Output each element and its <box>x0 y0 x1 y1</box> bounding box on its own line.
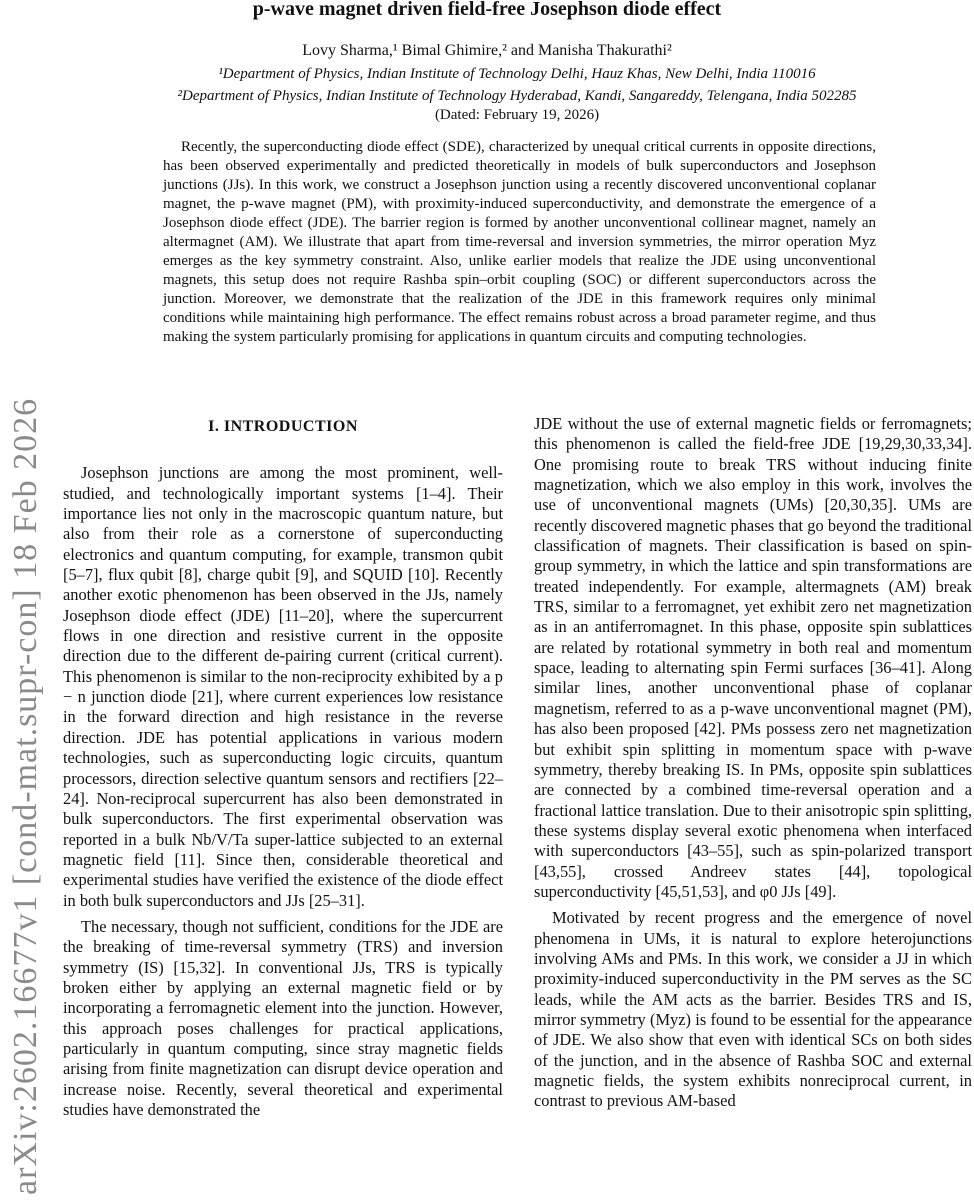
body-paragraph: The necessary, though not sufficient, conditions for the JDE are the breaking of time-reversal symmetry (TRS) and inversion symmetry (IS) [15,32]. In conventional JJs, TRS is typically broken either by applying an external magnetic field or by incorporating a ferromagnetic element into the junction. However, this approach poses challenges for practical applications, particularly in quantum computing, since stray magnetic fields arising from finite magnetization can disrupt device operation and increase noise. Recently, several theoretical and experimental studies have demonstrated the <box>63 916 503 1119</box>
dated-line: (Dated: February 19, 2026) <box>434 107 600 123</box>
body-paragraph: JDE without the use of external magnetic fields or ferromagnets; this phenomenon is called the field-free JDE [19,29,30,33,34]. One promising route to break TRS without inducing finite magnetization, which we also employ in this work, involves the use of unconventional magnets (UMs) [20,30,35]. UMs are recently discovered magnetic phases that go beyond the traditional classification of magnets. Their classification is based on spin-group symmetry, in which the lattice and spin transformations are treated independently. For example, altermagnets (AM) break TRS, similar to a ferromagnet, yet exhibit zero net magnetization as in an antiferromagnet. In this phase, opposite spin sublattices are related by rotational symmetry in both real and momentum space, leading to alternating spin Fermi surfaces [36–41]. Along similar lines, another unconventional phase of coplanar magnetism, referred to as a p-wave unconventional magnet (PM), has also been proposed [42]. PMs possess zero net magnetization but exhibit spin splitting in momentum space with p-wave symmetry, thereby breaking IS. In PMs, opposite spin sublattices are connected by a combined time-reversal operation and a fractional lattice translation. Due to their anisotropic spin splitting, these systems display several exotic phenomena when interfaced with superconductors [43–55], such as spin-polarized transport [43,55], crossed Andreev states [44], topological superconductivity [45,51,53], and φ0 JJs [49]. <box>534 414 972 901</box>
body-paragraph: Josephson junctions are among the most prominent, well-studied, and technologically important systems [1–4]. Their importance lies not only in the macroscopic quantum nature, but also from their role as a cornerstone of superconducting electronics and quantum computing, for example, transmon qubit [5–7], flux qubit [8], charge qubit [9], and SQUID [10]. Recently another exotic phenomenon has been observed in the JJs, namely Josephson diode effect (JDE) [11–20], where the supercurrent flows in one direction and resistive current in the opposite direction due to the different de-pairing current (critical current). This phenomenon is similar to the non-reciprocity exhibited by a p − n junction diode [21], where current experiences low resistance in the forward direction and high resistance in the reverse direction. JDE has potential applications in various modern technologies, such as superconducting logic circuits, quantum processors, direction selective quantum sensors and rectifiers [22–24]. Non-reciprocal supercurrent has also been demonstrated in bulk superconductors. The first experimental observation was reported in a bulk Nb/V/Ta super-lattice subjected to an external magnetic field [11]. Since then, considerable theoretical and experimental studies have verified the existence of the diode effect in both bulk superconductors and JJs [25–31]. <box>63 463 503 910</box>
author-list: Lovy Sharma,¹ Bimal Ghimire,² and Manisha Thakurathi² <box>302 42 672 59</box>
section-heading: I. INTRODUCTION <box>208 418 358 435</box>
affiliation-1: ¹Department of Physics, Indian Institute of Technology Delhi, Hauz Khas, New Delhi, India 110016 <box>218 66 816 82</box>
arxiv-side-stamp: arXiv:2602.16677v1 [cond-mat.supr-con] 18 Feb 2026 <box>7 397 44 1195</box>
right-column <box>534 414 972 1112</box>
abstract: Recently, the superconducting diode effect (SDE), characterized by unequal critical currents in opposite directions, has been observed experimentally and predicted theoretically in models of bulk superconductors and Josephson junctions (JJs). In this work, we construct a Josephson junction using a recently discovered unconventional coplanar magnet, the p-wave magnet (PM), with proximity-induced superconductivity, and demonstrate the emergence of a Josephson diode effect (JDE). The barrier region is formed by another unconventional collinear magnet, namely an altermagnet (AM). We illustrate that apart from time-reversal and inversion symmetries, the mirror operation Myz emerges as the key symmetry constraint. Also, unlike earlier models that realize the JDE using unconventional magnets, this setup does not require Rashba spin–orbit coupling (SOC) or different superconductors across the junction. Moreover, we demonstrate that the realization of the JDE in this framework requires only minimal conditions while maintaining high performance. The effect remains robust across a broad parameter regime, and thus making the system particularly promising for applications in quantum circuits and computing technologies. <box>163 139 876 345</box>
body-paragraph: Motivated by recent progress and the emergence of novel phenomena in UMs, it is natural to explore heterojunctions involving AMs and PMs. In this work, we consider a JJ in which proximity-induced superconductivity in the PM serves as the SC leads, while the AM acts as the barrier. Besides TRS and IS, mirror symmetry (Myz) is found to be essential for the appearance of JDE. We also show that even with identical SCs on both sides of the junction, and in the absence of Rashba SOC and external magnetic fields, the system exhibits nonreciprocal current, in contrast to previous AM-based <box>534 908 972 1111</box>
left-column <box>63 417 503 1120</box>
affiliation-2: ²Department of Physics, Indian Institute of Technology Hyderabad, Kandi, Sangareddy, Telengana, India 502285 <box>177 88 857 104</box>
paper-title: p-wave magnet driven field-free Josephson diode effect <box>252 0 722 20</box>
